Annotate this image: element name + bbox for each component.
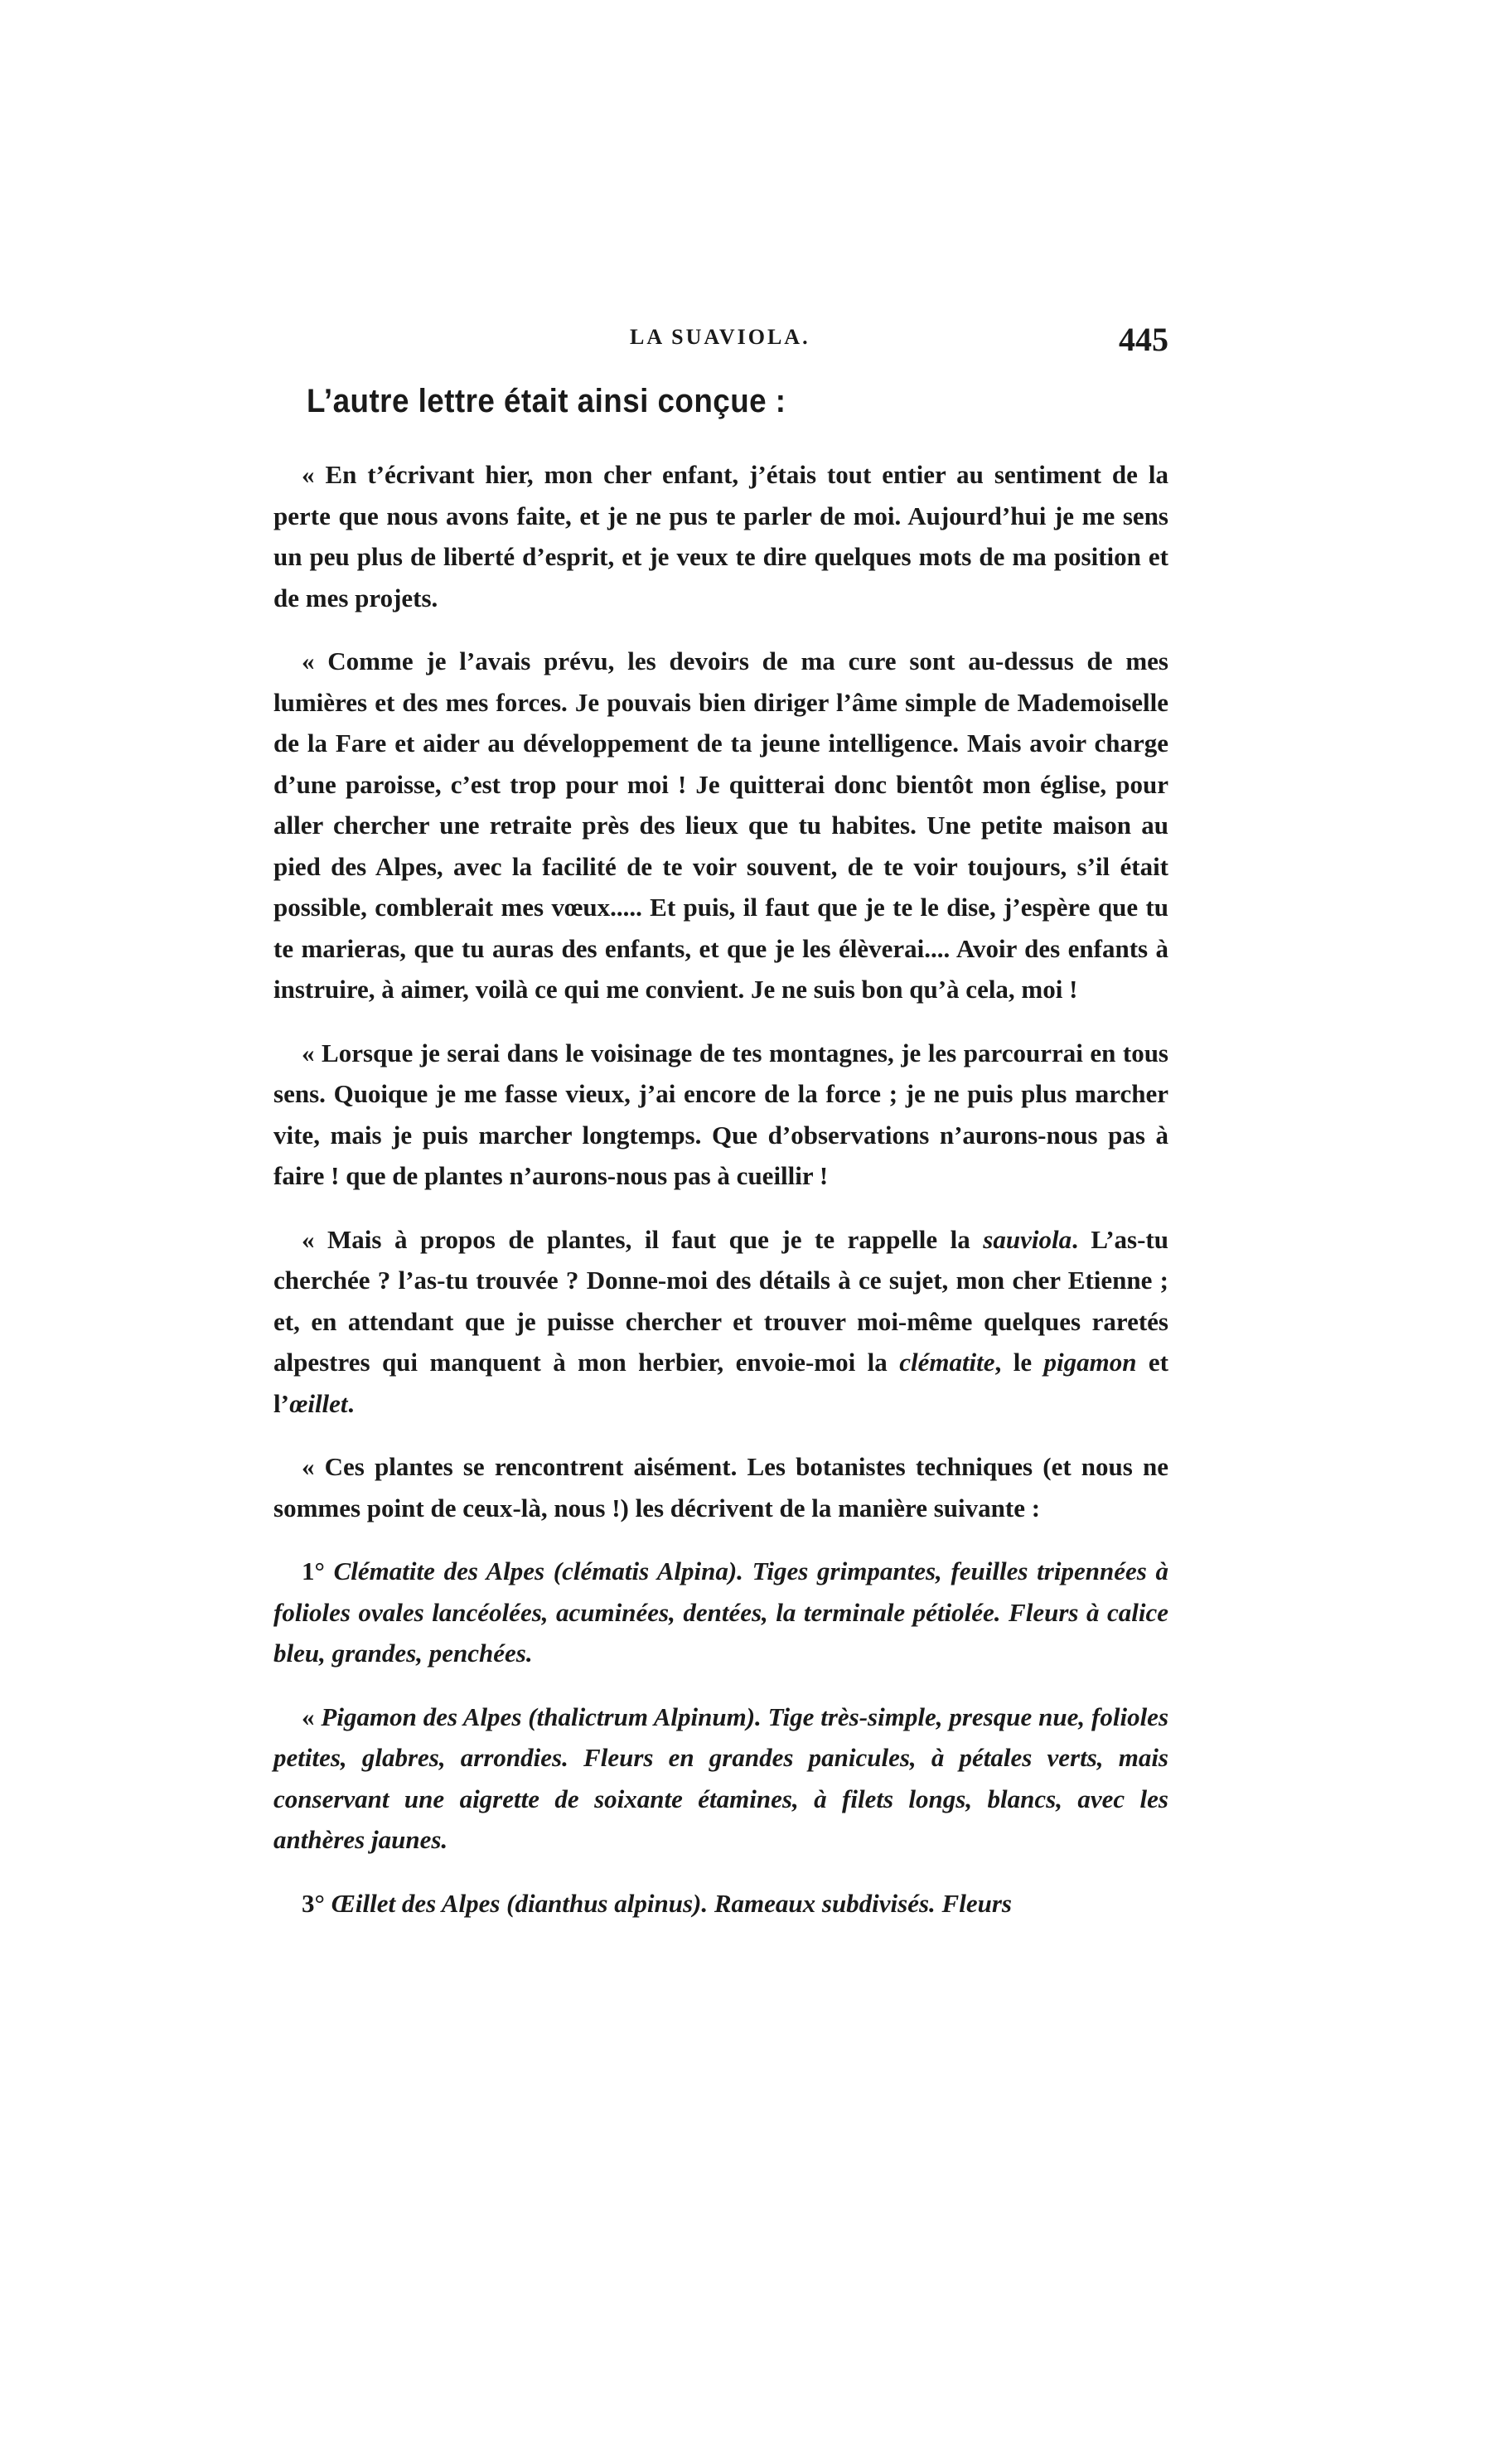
running-title: LA SUAVIOLA. xyxy=(630,325,810,349)
body-text xyxy=(273,454,1168,1946)
paragraph-4-part-a: « Mais à propos de plantes, il faut que je te rappelle la xyxy=(302,1224,984,1254)
paragraph-8 xyxy=(273,1883,1168,1924)
paragraph-8-number: 3° xyxy=(302,1888,331,1918)
paragraph-4-pigamon: pigamon xyxy=(1043,1348,1137,1377)
paragraph-1: « En t’écrivant hier, mon cher enfant, j’étais tout entier au sentiment de la perte que nous avons faite, et je ne pus te parler de moi. Aujourd’hui je me sens un peu plus de liberté d’esprit, et je veux te dire quelques mots de ma position et de mes projets. xyxy=(273,460,1168,612)
paragraph-7-description: Pigamon des Alpes (thalictrum Alpinum). Tige très-simple, presque nue, folioles petites, glabres, arrondies. Fleurs en grandes panicules, à pétales verts, mais conservant une aigrette de soixante étamines, à filets longs, blancs, avec les anthères jaunes. xyxy=(273,1702,1169,1854)
paragraph-4 xyxy=(273,1219,1168,1425)
lead-sentence: L’autre lettre était ainsi conçue : xyxy=(307,383,786,419)
paragraph-6 xyxy=(273,1551,1168,1674)
paragraph-4-part-g: et l’ xyxy=(273,1348,1168,1418)
paragraph-6-description: Clématite des Alpes (clématis Alpina). Tiges grimpantes, feuilles tripennées à folioles ovales lancéolées, acuminées, dentées, la terminale pétiolée. Fleurs à calice bleu, grandes, penchées. xyxy=(273,1556,1168,1668)
paragraph-5: « Ces plantes se rencontrent aisément. Les botanistes techniques (et nous ne sommes point de ceux-là, nous !) les décrivent de la manière suivante : xyxy=(273,1452,1168,1522)
paragraph-4-clematite: clématite xyxy=(899,1348,995,1377)
paragraph-7 xyxy=(273,1697,1168,1861)
paragraph-4-oeillet: œillet xyxy=(288,1388,348,1418)
paragraph-4-part-i: . xyxy=(347,1388,355,1418)
paragraph-4-part-e: , le xyxy=(994,1348,1044,1377)
paragraph-6-number: 1° xyxy=(302,1556,334,1585)
paragraph-4-part-c: . L’as-tu cherchée ? l’as-tu trouvée ? Donne-moi des détails à ce sujet, mon cher Etienne ; et, en attendant que je puisse chercher et trouver moi-même quelques raretés alpestres qui manquent à mon herbier, envoie-moi la xyxy=(273,1224,1168,1377)
page-number: 445 xyxy=(1119,321,1168,358)
paragraph-7-quote: « xyxy=(302,1702,322,1731)
paragraph-8-description: Œillet des Alpes (dianthus alpinus). Rameaux subdivisés. Fleurs xyxy=(331,1888,1012,1918)
paragraph-4-sauviola: sauviola xyxy=(983,1224,1072,1254)
paragraph-2: « Comme je l’avais prévu, les devoirs de ma cure sont au-dessus de mes lumières et des mes forces. Je pouvais bien diriger l’âme simple de Mademoiselle de la Fare et aider au développement de ta jeune intelligence. Mais avoir charge d’une paroisse, c’est trop pour moi ! Je quitterai donc bientôt mon église, pour aller chercher une retraite près des lieux que tu habites. Une petite maison au pied des Alpes, avec la facilité de te voir souvent, de te voir toujours, s’il était possible, comblerait mes vœux..... Et puis, il faut que je te le dise, j’espère que tu te marieras, que tu auras des enfants, et que je les élèverai.... Avoir des enfants à instruire, à aimer, voilà ce qui me convient. Je ne suis bon qu’à cela, moi ! xyxy=(273,646,1168,1004)
paragraph-3: « Lorsque je serai dans le voisinage de tes montagnes, je les parcourrai en tous sens. Quoique je me fasse vieux, j’ai encore de la force ; je ne puis plus marcher vite, mais je puis marcher longtemps. Que d’observations n’aurons-nous pas à faire ! que de plantes n’aurons-nous pas à cueillir ! xyxy=(273,1038,1168,1190)
running-head xyxy=(273,321,1168,366)
